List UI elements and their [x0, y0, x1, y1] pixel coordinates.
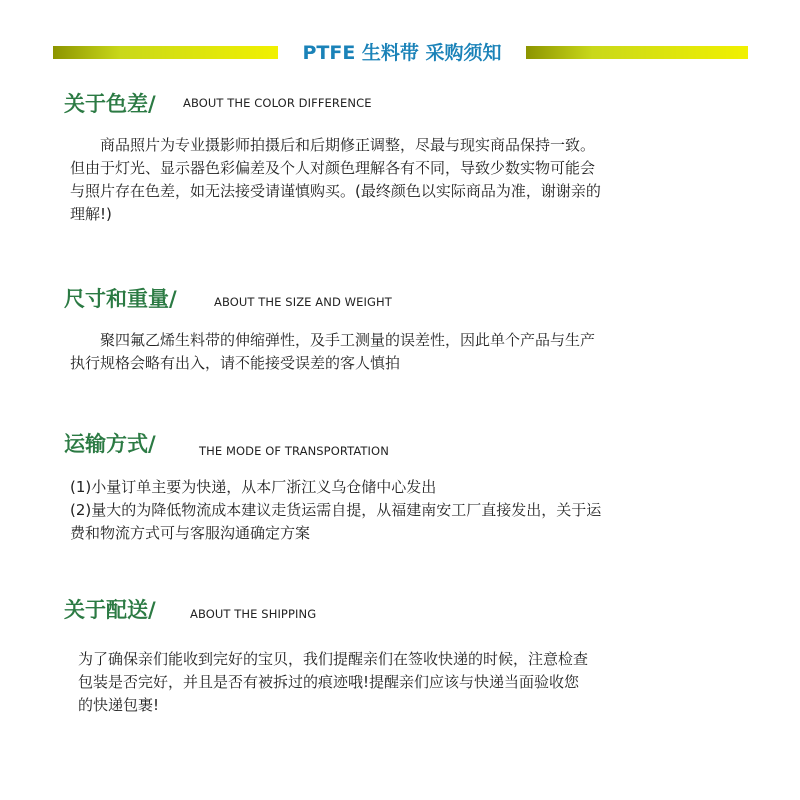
- body-line: 包装是否完好，并且是否有被拆过的痕迹哦!提醒亲们应该与快递当面验收您: [78, 673, 580, 691]
- body-line: 的快递包裹!: [78, 696, 160, 714]
- section-subheading: ABOUT THE SIZE AND WEIGHT: [214, 295, 392, 309]
- section-body: [70, 476, 738, 545]
- section-heading: 尺寸和重量/: [64, 287, 177, 311]
- body-line: 为了确保亲们能收到完好的宝贝，我们提醒亲们在签收快递的时候，注意检查: [78, 650, 589, 668]
- section-body: [70, 329, 738, 375]
- section-subheading: ABOUT THE COLOR DIFFERENCE: [183, 96, 372, 110]
- body-line: 费和物流方式可与客服沟通确定方案: [70, 524, 311, 542]
- section-heading: 关于色差/: [64, 92, 156, 116]
- body-line: (1)小量订单主要为快递，从本厂浙江义乌仓储中心发出: [70, 478, 437, 496]
- body-line: 理解!): [70, 205, 112, 223]
- section-body: [70, 134, 738, 226]
- section-subheading: ABOUT THE SHIPPING: [190, 607, 317, 621]
- page-title: PTFE 生料带 采购须知: [302, 42, 502, 64]
- body-line: 聚四氟乙烯生料带的伸缩弹性，及手工测量的误差性，因此单个产品与生产: [70, 331, 596, 349]
- banner-bar-left: [53, 46, 278, 59]
- body-line: 执行规格会略有出入，请不能接受误差的客人慎拍: [70, 354, 401, 372]
- body-line: 与照片存在色差，如无法接受请谨慎购买。(最终颜色以实际商品为准，谢谢亲的: [70, 182, 601, 200]
- section-heading: 运输方式/: [64, 432, 156, 456]
- section-heading: 关于配送/: [64, 598, 156, 622]
- body-line: (2)量大的为降低物流成本建议走货运需自提，从福建南安工厂直接发出，关于运: [70, 501, 602, 519]
- header-banner: [0, 40, 800, 66]
- banner-bar-right: [526, 46, 748, 59]
- section-body: [78, 648, 746, 717]
- section-subheading: THE MODE OF TRANSPORTATION: [199, 444, 389, 458]
- body-line: 商品照片为专业摄影师拍摄后和后期修正调整，尽最与现实商品保持一致。: [70, 136, 596, 154]
- body-line: 但由于灯光、显示器色彩偏差及个人对颜色理解各有不同，导致少数实物可能会: [70, 159, 596, 177]
